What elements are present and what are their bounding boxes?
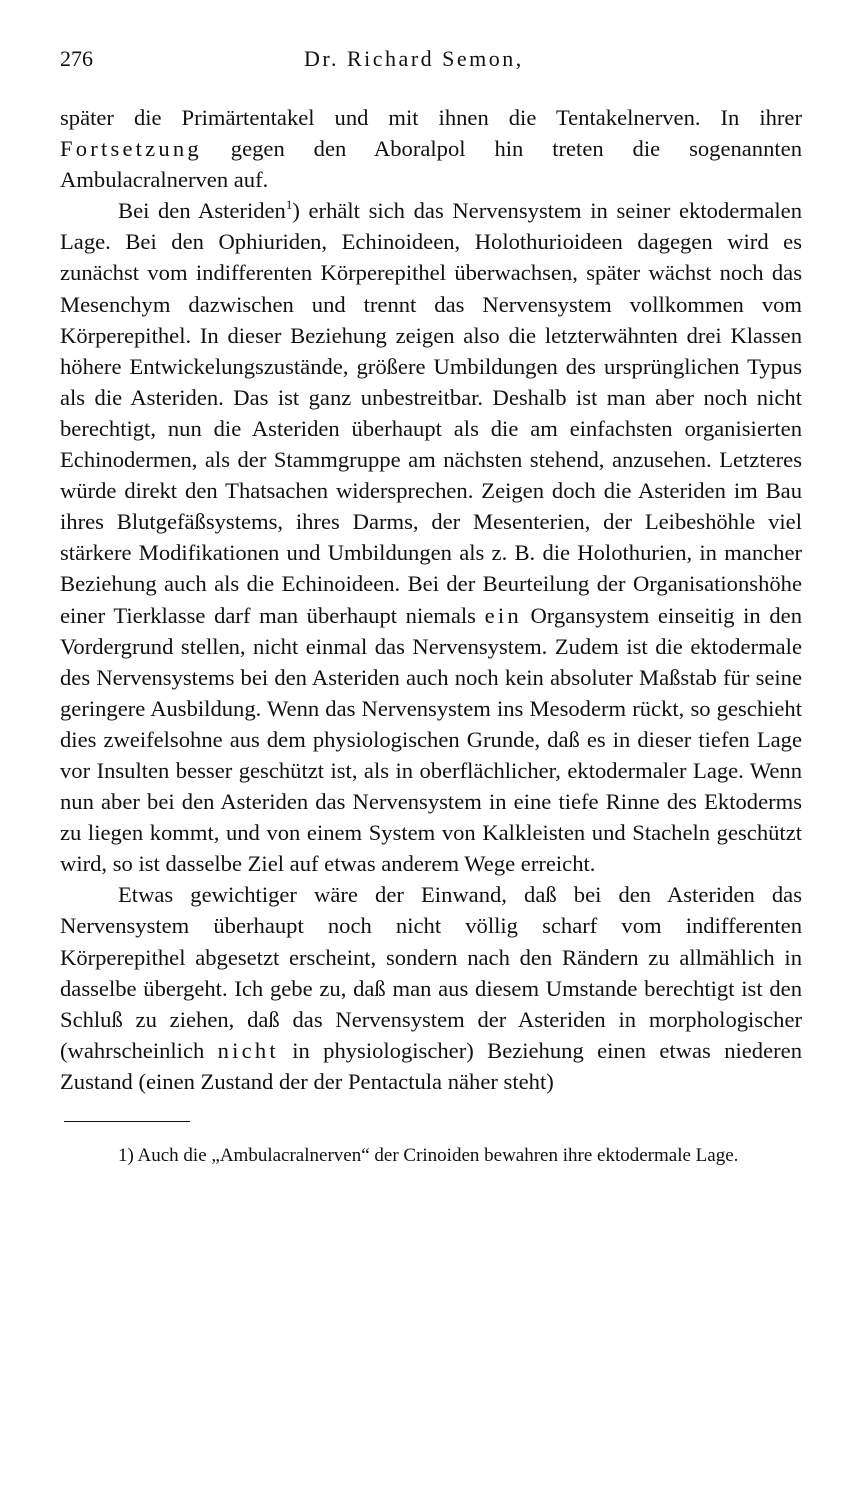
body-text: [60, 102, 802, 1097]
running-title: Dr. Richard Semon,: [304, 46, 524, 71]
paragraph-2: [60, 195, 802, 879]
paragraph-2-text-b: ) erhält sich das Nervensystem in seiner ektodermalen Lage. Bei den Ophiuriden, Echinoideen, Holothurioideen dagegen wird es zunächst vom indifferenten Körperepithel überwachsen, später wächst noch das Mesenchym dazwischen und trennt das Nervensystem vollkommen vom Körperepithel. In dieser Beziehung zeigen also die letzterwähnten drei Klassen höhere Entwickelungszustände, größere Umbildungen des ursprünglichen Typus als die Asteriden. Das ist ganz unbestreitbar. Deshalb ist man aber noch nicht berechtigt, nun die Asteriden überhaupt als die am einfachsten organisierten Echinodermen, als der Stammgruppe am nächsten stehend, anzusehen. Letzteres würde direkt den Thatsachen widersprechen. Zeigen doch die Asteriden im Bau ihres Blutgefäßsystems, ihres Darms, der Mesenterien, der Leibeshöhle viel stärkere Modifikationen und Umbildungen als z. B. die Holothurien, in mancher Beziehung auch als die Echinoideen. Bei der Beurteilung der Organisationshöhe einer Tierklasse darf man überhaupt niemals: [60, 198, 802, 628]
paragraph-3: [60, 879, 802, 1097]
paragraph-3-text-c: in physiologischer) Beziehung einen etwas niederen Zustand (einen Zustand der der Pentactula näher steht): [60, 1037, 802, 1094]
paragraph-3-text-a: Etwas gewichtiger wäre der Einwand, daß bei den Asteriden das Nervensystem überhaupt noch nicht völlig scharf vom indifferenten Körperepithel abgesetzt erscheint, sondern nach den Rändern zu allmählich in dasselbe übergeht. Ich gebe zu, daß man aus diesem Umstande berechtigt ist den Schluß zu ziehen, daß das Nervensystem der Asteriden in morphologischer (wahrscheinlich: [60, 882, 802, 1063]
paragraph-1-text-c: gegen den Aboralpol hin treten die sogenannten Ambulacralnerven auf.: [60, 136, 802, 193]
footnote-divider: [64, 1121, 190, 1122]
footnote-reference: 1: [285, 197, 293, 213]
paragraph-1: [60, 102, 802, 195]
spaced-emphasis: nicht: [217, 1037, 279, 1063]
footnote: 1) Auch die „Ambulacralnerven“ der Crinoiden bewahren ihre ektodermale Lage.: [118, 1145, 739, 1166]
page-number: 276: [60, 46, 93, 71]
paragraph-1-text-a: später die Primärtentakel und mit ihnen die Tentakelnerven. In ihrer: [60, 105, 802, 130]
paragraph-2-text-a: Bei den Asteriden: [118, 198, 286, 224]
spaced-emphasis: Fortsetzung: [60, 136, 202, 162]
spaced-emphasis: ein: [484, 602, 522, 628]
book-page: [60, 40, 802, 1169]
paragraph-2-text-d: Organsystem einseitig in den Vordergrund stellen, nicht einmal das Nervensystem. Zudem ist die ektodermale des Nervensystems bei den Asteriden auch noch kein absoluter Maßstab für seine geringere Ausbildung. Wenn das Nervensystem ins Mesoderm rückt, so geschieht dies zweifelsohne aus dem physiologischen Grunde, daß es in dieser tiefen Lage vor Insulten besser geschützt ist, als in oberflächlicher, ektodermaler Lage. Wenn nun aber bei den Asteriden das Nervensystem in eine tiefe Rinne des Ektoderms zu liegen kommt, und von einem System von Kalkleisten und Stacheln geschützt wird, so ist dasselbe Ziel auf etwas anderem Wege erreicht.: [60, 602, 802, 877]
running-head: [60, 40, 802, 76]
